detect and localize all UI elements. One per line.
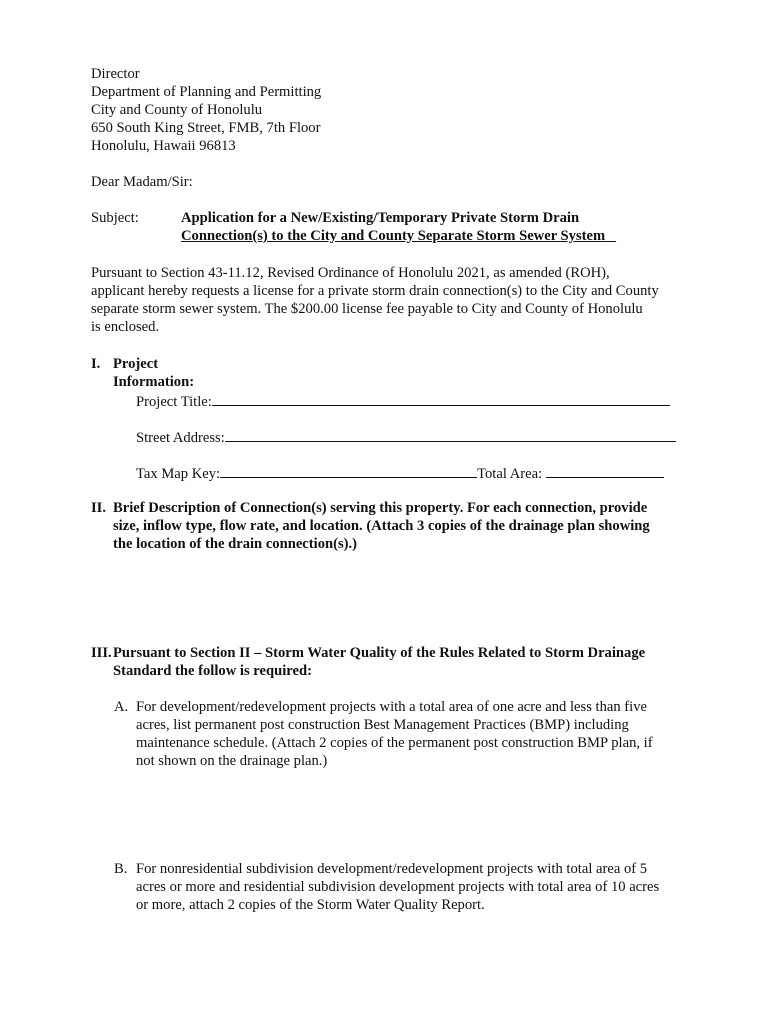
address-line: 650 South King Street, FMB, 7th Floor <box>91 120 321 136</box>
intro-line: Pursuant to Section 43-11.12, Revised Ordinance of Honolulu 2021, as amended (ROH), <box>91 265 610 281</box>
section-number: II. <box>91 500 107 516</box>
section-line: size, inflow type, flow rate, and location. (Attach 3 copies of the drainage plan showing <box>113 518 650 534</box>
item-line: acres, list permanent post construction Best Management Practices (BMP) including <box>136 717 629 733</box>
address-line: Department of Planning and Permitting <box>91 84 322 100</box>
subject-line-2-text: Connection(s) to the City and County Separate Storm Sewer System <box>181 228 606 244</box>
subject-line-2 <box>181 227 616 245</box>
section-line: Standard the follow is required: <box>113 663 312 679</box>
intro-line: is enclosed. <box>91 319 160 335</box>
project-title-field <box>136 391 670 411</box>
item-letter: A. <box>114 699 129 715</box>
item-line: maintenance schedule. (Attach 2 copies of the permanent post construction BMP plan, if <box>136 735 653 751</box>
subject-text <box>181 209 616 245</box>
address-line: City and County of Honolulu <box>91 102 263 118</box>
salutation: Dear Madam/Sir: <box>91 174 193 190</box>
street-address-input[interactable] <box>225 427 676 442</box>
subject-label: Subject: <box>91 210 139 226</box>
item-line: not shown on the drainage plan.) <box>136 753 328 769</box>
section-number: III. <box>91 645 112 661</box>
section-line: Pursuant to Section II – Storm Water Quality of the Rules Related to Storm Drainage <box>113 645 646 661</box>
section-number: I. <box>91 356 101 372</box>
section-text <box>113 644 645 680</box>
tax-map-key-input[interactable] <box>220 463 477 478</box>
item-line: or more, attach 2 copies of the Storm Water Quality Report. <box>136 897 485 913</box>
section-text <box>113 499 650 553</box>
item-letter: B. <box>114 861 128 877</box>
street-address-label: Street Address: <box>136 430 225 446</box>
subject-line-1: Application for a New/Existing/Temporary Private Storm Drain <box>181 210 580 226</box>
address-line: Honolulu, Hawaii 96813 <box>91 138 236 154</box>
intro-line: separate storm sewer system. The $200.00 license fee payable to City and County of Honolulu <box>91 301 643 317</box>
item-text <box>136 698 696 770</box>
item-line: For nonresidential subdivision development/redevelopment projects with total area of 5 <box>136 861 648 877</box>
intro-paragraph <box>91 264 691 336</box>
tax-map-key-field <box>136 463 664 483</box>
section-line: the location of the drain connection(s).) <box>113 536 358 552</box>
item-line: acres or more and residential subdivision development projects with total area of 10 acres <box>136 879 660 895</box>
total-area-label: Total Area: <box>477 466 543 482</box>
intro-line: applicant hereby requests a license for a private storm drain connection(s) to the City and County <box>91 283 659 299</box>
tax-map-key-label: Tax Map Key: <box>136 466 221 482</box>
project-title-input[interactable] <box>212 391 670 406</box>
project-title-label: Project Title: <box>136 394 212 410</box>
section-title: Project Information: <box>113 356 195 390</box>
section-line: Brief Description of Connection(s) serving this property. For each connection, provide <box>113 500 648 516</box>
item-line: For development/redevelopment projects with a total area of one acre and less than five <box>136 699 647 715</box>
total-area-input[interactable] <box>546 463 664 478</box>
recipient-address <box>91 65 321 155</box>
address-line: Director <box>91 66 140 82</box>
street-address-field <box>136 427 676 447</box>
item-text <box>136 860 696 914</box>
